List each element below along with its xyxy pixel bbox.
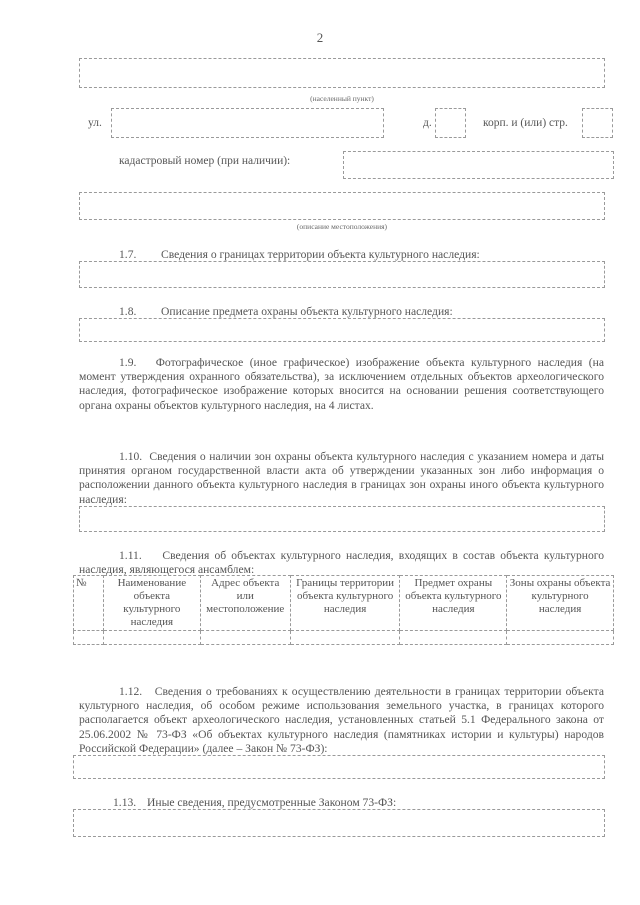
street-label: ул. — [88, 117, 102, 129]
section-1-8-field[interactable] — [79, 318, 605, 342]
col-address-header: Адрес объекта или местоположение — [200, 576, 290, 631]
section-1-13-field[interactable] — [73, 809, 605, 837]
cell-number[interactable] — [74, 631, 104, 645]
section-number: 1.7. — [119, 248, 137, 261]
section-number: 1.11. — [119, 549, 142, 562]
cell-protection-subject[interactable] — [400, 631, 507, 645]
section-1-10-field[interactable] — [79, 506, 605, 532]
section-title: Сведения о границах территории объекта культурного наследия: — [161, 248, 480, 261]
settlement-caption: (населенный пункт) — [310, 94, 374, 103]
section-title: Иные сведения, предусмотренные Законом 73-ФЗ: — [147, 796, 397, 809]
section-text: Сведения о наличии зон охраны объекта культурного наследия с указанием номера и даты принятия органом государственной власти акта об утверждении указанных зон либо информация о расположении данного объекта культурного наследия в границах зон охраны иного объекта культурного наследия: — [79, 450, 605, 506]
section-1-12-paragraph — [79, 685, 604, 756]
table-header-row — [74, 576, 614, 631]
table-row — [74, 631, 614, 645]
section-number: 1.10. — [119, 450, 143, 463]
house-label: д. — [423, 117, 432, 129]
section-text: Сведения об объектах культурного наследия, входящих в состав объекта культурного наследия, являющегося ансамблем: — [79, 549, 605, 577]
cadastral-field[interactable] — [343, 151, 614, 179]
section-1-12-field[interactable] — [73, 755, 605, 779]
col-boundaries-header: Границы территории объекта культурного наследия — [290, 576, 400, 631]
section-title: Описание предмета охраны объекта культурного наследия: — [161, 305, 453, 318]
section-1-11-paragraph — [79, 549, 604, 577]
cell-name[interactable] — [103, 631, 200, 645]
section-number: 1.12. — [119, 685, 143, 698]
settlement-field[interactable] — [79, 58, 605, 88]
section-number: 1.8. — [119, 305, 137, 318]
section-1-9-paragraph — [79, 356, 604, 413]
street-field[interactable] — [111, 108, 384, 138]
section-1-13-heading — [113, 796, 396, 809]
section-number: 1.9. — [119, 356, 137, 369]
location-field[interactable] — [79, 192, 605, 220]
section-1-7-heading — [119, 248, 480, 261]
section-1-10-paragraph — [79, 450, 604, 507]
section-1-8-heading — [119, 305, 453, 318]
building-field[interactable] — [582, 108, 613, 138]
section-number: 1.13. — [113, 796, 137, 809]
page-number: 2 — [316, 30, 324, 45]
cell-boundaries[interactable] — [290, 631, 400, 645]
ensemble-table — [73, 575, 614, 645]
house-field[interactable] — [435, 108, 466, 138]
location-caption: (описание местоположения) — [296, 222, 388, 231]
col-protection-zones-header: Зоны охраны объекта культурного наследия — [507, 576, 614, 631]
col-number-header: № — [74, 576, 104, 631]
section-text: Сведения о требованиях к осуществлению деятельности в границах территории объекта культурного наследия, об особом режиме использования земельного участка, в границах которого располагается объект археологического наследия, установленных статьей 5.1 Федерального закона от 25.06.2002 № 73-ФЗ «Об объектах культурного наследия (памятниках истории и культуры) народов Российской Федерации» (далее – Закон № 73-ФЗ): — [79, 685, 604, 755]
section-text: Фотографическое (иное графическое) изображение объекта культурного наследия (на момент утверждения охранного обязательства), за исключением отдельных объектов археологического наследия, фотографическое изображение которых вносится на основании решения соответствующего органа охраны объектов культурного наследия, на 4 листах. — [79, 356, 604, 412]
section-1-7-field[interactable] — [79, 261, 605, 288]
col-protection-subject-header: Предмет охраны объекта культурного наследия — [400, 576, 507, 631]
cell-address[interactable] — [200, 631, 290, 645]
col-name-header: Наименование объекта культурного наследия — [103, 576, 200, 631]
building-label: корп. и (или) стр. — [483, 117, 568, 129]
cell-protection-zones[interactable] — [507, 631, 614, 645]
cadastral-label: кадастровый номер (при наличии): — [119, 155, 291, 167]
